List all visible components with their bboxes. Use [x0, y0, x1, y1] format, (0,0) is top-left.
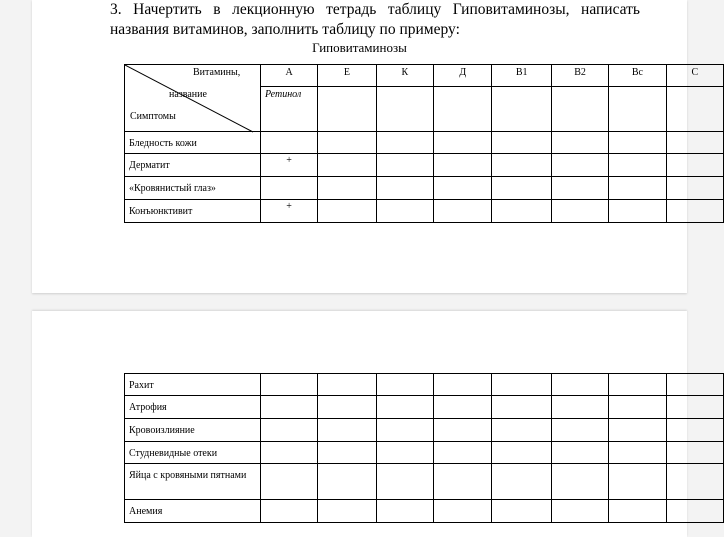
table-title: Гиповитаминозы	[312, 40, 407, 55]
mark-cell	[492, 500, 551, 523]
mark-cell	[551, 200, 608, 223]
mark-cell	[376, 442, 433, 464]
mark-cell	[434, 374, 492, 396]
mark-cell	[318, 442, 376, 464]
table-row	[125, 200, 724, 223]
table-row	[125, 464, 724, 500]
mark-cell	[434, 177, 492, 200]
diagonal-corner-cell	[125, 65, 261, 132]
mark-cell	[666, 374, 723, 396]
table-row	[125, 374, 724, 396]
mark-cell	[666, 419, 723, 442]
mark-cell	[318, 396, 376, 419]
mark-cell	[434, 200, 492, 223]
mark-cell	[492, 419, 551, 442]
mark-cell	[260, 177, 317, 200]
symptom-cell: «Кровянистый глаз»	[125, 177, 261, 200]
mark-cell	[609, 419, 666, 442]
mark-cell	[551, 177, 608, 200]
mark-cell	[260, 442, 317, 464]
mark-cell	[318, 419, 376, 442]
mark-cell	[434, 132, 492, 154]
mark-cell	[609, 500, 666, 523]
mark-cell	[609, 154, 666, 177]
table-row	[125, 500, 724, 523]
mark-cell	[609, 200, 666, 223]
mark-cell	[551, 154, 608, 177]
mark-cell	[666, 154, 723, 177]
symptom-cell: Атрофия	[125, 396, 261, 419]
mark-cell	[376, 132, 433, 154]
table-row	[125, 396, 724, 419]
hypovitaminosis-table	[124, 64, 724, 223]
symptom-cell: Дерматит	[125, 154, 261, 177]
mark-cell	[318, 200, 376, 223]
mark-cell	[666, 132, 723, 154]
mark-cell	[609, 464, 666, 500]
mark-cell	[376, 396, 433, 419]
mark-cell	[666, 464, 723, 500]
mark-cell	[260, 374, 317, 396]
mark-cell	[492, 396, 551, 419]
mark-cell	[260, 132, 317, 154]
mark-cell	[492, 442, 551, 464]
vitamin-header-cell: В1	[492, 65, 551, 87]
mark-cell	[318, 500, 376, 523]
mark-cell: +	[260, 154, 317, 177]
vitamin-header-row	[125, 65, 724, 87]
mark-cell	[318, 154, 376, 177]
vitamin-header-cell: А	[260, 65, 317, 87]
mark-cell	[434, 500, 492, 523]
mark-cell	[260, 500, 317, 523]
symptom-cell: Студневидные отеки	[125, 442, 261, 464]
mark-cell	[666, 500, 723, 523]
mark-cell	[492, 177, 551, 200]
symptom-cell: Рахит	[125, 374, 261, 396]
vitamin-name-cell	[376, 87, 433, 132]
mark-cell	[318, 177, 376, 200]
mark-cell	[551, 132, 608, 154]
corner-label-symptoms: Симптомы	[130, 111, 176, 122]
vitamin-name-cell	[318, 87, 376, 132]
vitamin-header-cell: Д	[434, 65, 492, 87]
table-row	[125, 442, 724, 464]
vitamin-name-cell	[492, 87, 551, 132]
mark-cell	[376, 200, 433, 223]
mark-cell	[666, 442, 723, 464]
vitamin-name-cell	[666, 87, 723, 132]
mark-cell	[434, 154, 492, 177]
table-row	[125, 419, 724, 442]
mark-cell: +	[260, 200, 317, 223]
mark-cell	[666, 200, 723, 223]
mark-cell	[434, 396, 492, 419]
mark-cell	[609, 374, 666, 396]
mark-cell	[609, 132, 666, 154]
mark-cell	[492, 200, 551, 223]
mark-cell	[492, 132, 551, 154]
task-text: 3. Начертить в лекционную тетрадь таблицу Гиповитаминозы, написать названия витаминов, заполнить таблицу по примеру:	[110, 1, 640, 38]
vitamin-name-cell: Ретинол	[260, 87, 317, 132]
vitamin-header-cell: Вс	[609, 65, 666, 87]
mark-cell	[666, 396, 723, 419]
document-page-1	[32, 0, 699, 293]
mark-cell	[260, 464, 317, 500]
mark-cell	[376, 374, 433, 396]
mark-cell	[434, 442, 492, 464]
table-row	[125, 132, 724, 154]
mark-cell	[376, 500, 433, 523]
symptom-cell: Анемия	[125, 500, 261, 523]
symptom-cell: Яйца с кровяными пятнами	[125, 464, 261, 500]
mark-cell	[609, 396, 666, 419]
mark-cell	[260, 396, 317, 419]
vitamin-name-cell	[609, 87, 666, 132]
mark-cell	[551, 374, 608, 396]
mark-cell	[376, 419, 433, 442]
mark-cell	[551, 419, 608, 442]
mark-cell	[376, 154, 433, 177]
vitamin-header-cell: К	[376, 65, 433, 87]
table-row	[125, 154, 724, 177]
vitamin-name-cell	[551, 87, 608, 132]
document-page-2	[32, 311, 687, 537]
mark-cell	[318, 374, 376, 396]
table-row	[125, 177, 724, 200]
mark-cell	[434, 419, 492, 442]
mark-cell	[551, 500, 608, 523]
mark-cell	[551, 442, 608, 464]
vitamin-header-cell: В2	[551, 65, 608, 87]
mark-cell	[376, 177, 433, 200]
hypovitaminosis-table-continued	[124, 373, 724, 523]
mark-cell	[492, 154, 551, 177]
vitamin-header-cell: С	[666, 65, 723, 87]
mark-cell	[551, 464, 608, 500]
mark-cell	[318, 132, 376, 154]
mark-cell	[551, 396, 608, 419]
mark-cell	[609, 177, 666, 200]
symptom-cell: Конъюнктивит	[125, 200, 261, 223]
corner-label-vitamins: Витамины,	[193, 67, 241, 78]
mark-cell	[609, 442, 666, 464]
symptom-cell: Кровоизлияние	[125, 419, 261, 442]
mark-cell	[376, 464, 433, 500]
mark-cell	[666, 177, 723, 200]
mark-cell	[260, 419, 317, 442]
vitamin-name-cell	[434, 87, 492, 132]
mark-cell	[492, 464, 551, 500]
vitamin-header-cell: Е	[318, 65, 376, 87]
corner-label-name: название	[169, 89, 207, 100]
symptom-cell: Бледность кожи	[125, 132, 261, 154]
mark-cell	[434, 464, 492, 500]
mark-cell	[492, 374, 551, 396]
mark-cell	[318, 464, 376, 500]
